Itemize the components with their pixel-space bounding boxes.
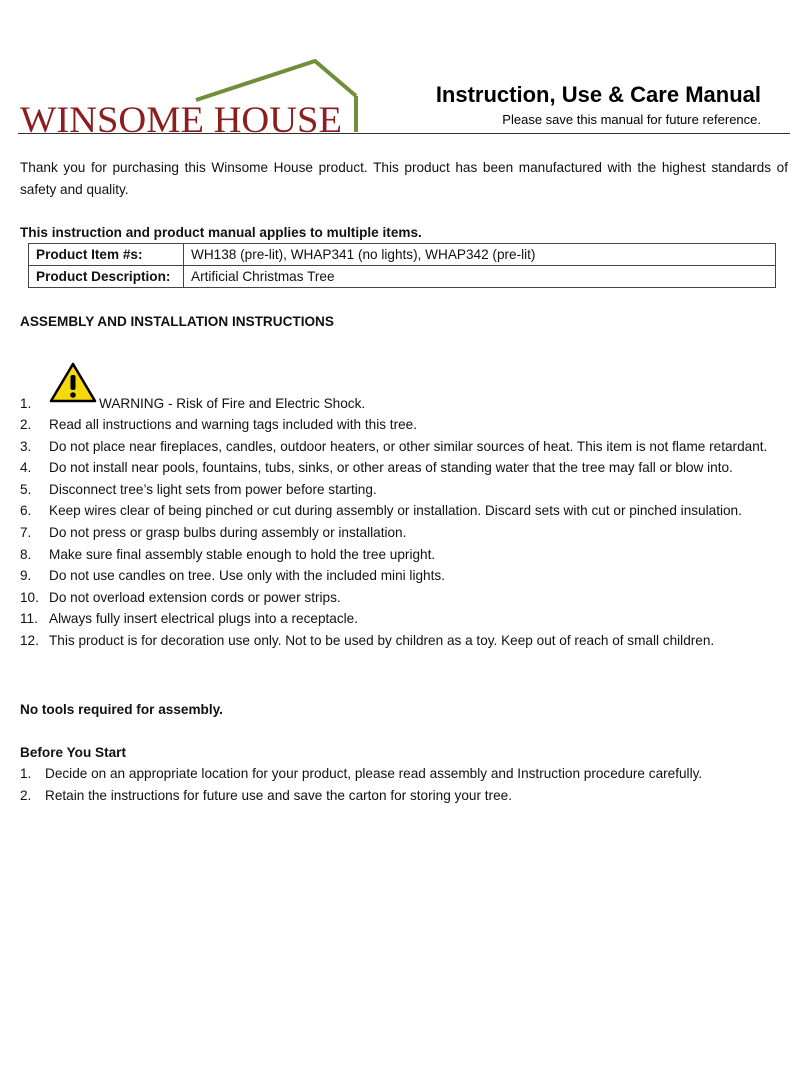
list-item (20, 785, 788, 807)
list-item-text: Keep wires clear of being pinched or cut during assembly or installation. Discard sets with cut or pinched insulation. (49, 503, 742, 519)
list-item-text: This product is for decoration use only. Not to be used by children as a toy. Keep out of reach of small children. (49, 632, 715, 648)
list-number: 1. (20, 766, 32, 781)
warning-text: WARNING - Risk of Fire and Electric Shock. (99, 396, 366, 411)
list-item (20, 479, 788, 501)
list-item (20, 436, 788, 458)
list-item-text: Do not press or grasp bulbs during assembly or installation. (49, 524, 407, 540)
before-heading: Before You Start (20, 745, 127, 760)
table-row (29, 266, 776, 288)
list-number: 3. (20, 438, 32, 454)
list-item-text: Do not place near fireplaces, candles, outdoor heaters, or other similar sources of heat. This item is not flame retardant. (49, 438, 768, 454)
product-item-value: WH138 (pre-lit), WHAP341 (no lights), WHAP342 (pre-lit) (184, 244, 776, 266)
list-item-text: Retain the instructions for future use and save the carton for storing your tree. (45, 787, 512, 803)
brand-logo (18, 58, 363, 136)
list-item (20, 414, 788, 436)
list-number: 11. (20, 611, 38, 627)
product-description-value: Artificial Christmas Tree (184, 266, 776, 288)
intro-paragraph: Thank you for purchasing this Winsome House product. This product has been manufactured with the highest standards of safety and quality. (20, 160, 788, 197)
before-list (20, 763, 788, 806)
list-item (20, 565, 788, 587)
list-number: 1. (20, 396, 32, 411)
list-number: 2. (20, 787, 32, 803)
list-number: 2. (20, 417, 32, 432)
list-item (20, 544, 788, 566)
list-item-text: Decide on an appropriate location for your product, please read assembly and Instruction procedure carefully. (45, 766, 703, 781)
list-number: 4. (20, 460, 32, 476)
list-item-text: Do not use candles on tree. Use only with the included mini lights. (49, 568, 445, 584)
list-item (20, 457, 788, 479)
list-item (20, 630, 788, 652)
list-item (20, 522, 788, 544)
table-row (29, 244, 776, 266)
list-item (20, 587, 788, 609)
list-number: 6. (20, 503, 32, 519)
logo-roof-icon (196, 61, 356, 100)
warning-triangle-icon (49, 362, 97, 404)
list-number: 8. (20, 546, 32, 562)
list-item (20, 608, 788, 630)
list-item-text: Make sure final assembly stable enough to hold the tree upright. (49, 546, 436, 562)
list-item-text: Do not install near pools, fountains, tubs, sinks, or other areas of standing water that the tree may fall or blow into. (49, 460, 733, 476)
product-item-label: Product Item #s: (29, 244, 184, 266)
header-divider (18, 133, 790, 134)
list-item-text: Read all instructions and warning tags included with this tree. (49, 417, 417, 432)
list-number: 7. (20, 524, 32, 540)
product-table (28, 243, 776, 288)
applies-heading: This instruction and product manual applies to multiple items. (20, 225, 422, 240)
no-tools-note: No tools required for assembly. (20, 702, 223, 717)
list-number: 12. (20, 632, 39, 648)
logo-text: WINSOME HOUSE (20, 100, 342, 136)
list-item (20, 362, 788, 414)
list-number: 9. (20, 568, 32, 584)
instructions-list (20, 362, 788, 652)
product-description-label: Product Description: (29, 266, 184, 288)
list-number: 5. (20, 481, 32, 497)
page-subtitle: Please save this manual for future reference. (502, 112, 761, 127)
list-item-text: Disconnect tree’s light sets from power before starting. (49, 481, 377, 497)
list-item-text: Do not overload extension cords or power strips. (49, 589, 341, 605)
list-item-text: Always fully insert electrical plugs into a receptacle. (49, 611, 359, 627)
list-item (20, 500, 788, 522)
list-item (20, 763, 788, 785)
list-number: 10. (20, 589, 39, 605)
page-title: Instruction, Use & Care Manual (435, 82, 761, 107)
assembly-heading: ASSEMBLY AND INSTALLATION INSTRUCTIONS (20, 314, 334, 329)
